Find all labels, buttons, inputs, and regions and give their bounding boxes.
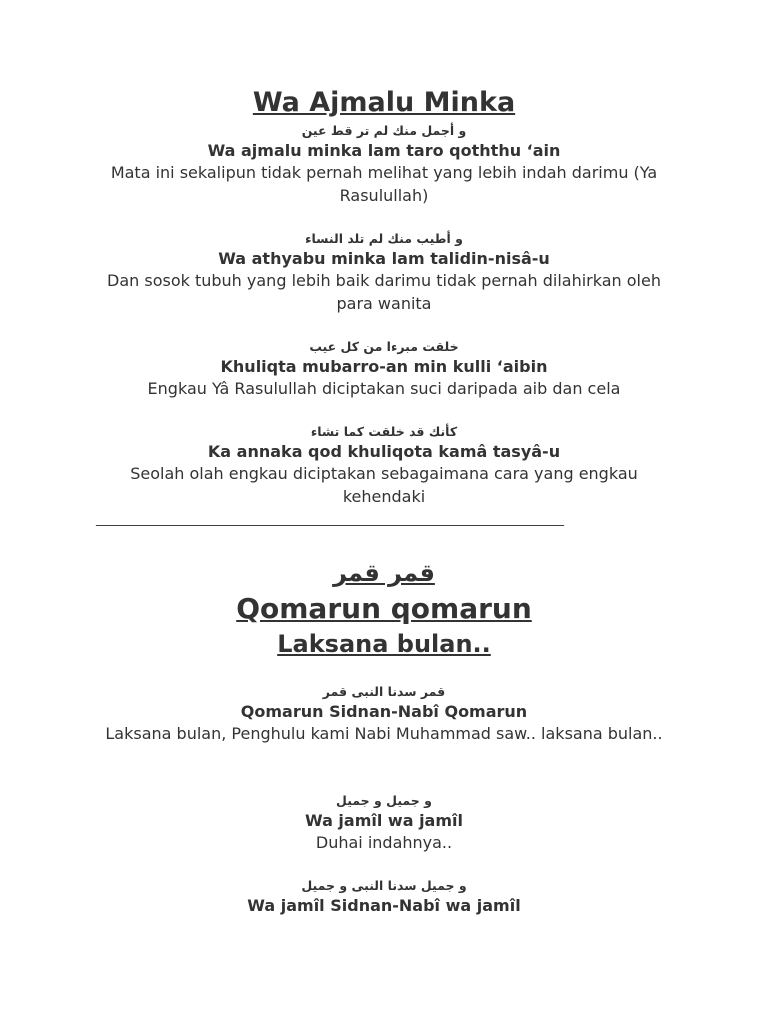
arabic-line: و جميل سدنا النبى و جميل [301,878,467,893]
arabic-line: و أجمل منك لم تر قط عين [301,123,467,138]
translation-line: Dan sosok tubuh yang lebih baik darimu tidak pernah dilahirkan oleh para wanita [107,271,661,313]
transliteration-line: Wa ajmalu minka lam taro qoththu ‘ain [207,141,561,160]
translation-line: Mata ini sekalipun tidak pernah melihat yang lebih indah darimu (Ya Rasulullah) [110,163,658,205]
verse-block [90,792,678,854]
transliteration-line: Wa jamîl wa jamîl [304,811,463,830]
transliteration-line: Qomarun Sidnan-Nabî Qomarun [240,702,528,721]
transliteration-line: Khuliqta mubarro-an min kulli ‘aibin [220,357,548,376]
verse-block [90,877,678,916]
arabic-line: خلقت مبرءا من كل عيب [309,339,459,354]
verse-block [90,683,678,745]
translation-line: Seolah olah engkau diciptakan sebagaimana cara yang engkau kehendaki [130,464,638,506]
verse-block [90,122,678,207]
transliteration-line: Ka annaka qod khuliqota kamâ tasyâ-u [207,442,561,461]
arabic-line: كأنك قد خلقت كما تشاء [310,424,458,439]
arabic-line: قمر سدنا النبى قمر [322,684,446,699]
translation-line: Duhai indahnya.. [315,833,453,852]
verse-block [90,338,678,400]
section-divider: ________________________________________________________________________ [96,512,564,527]
section-title: Wa Ajmalu Minka [252,87,516,118]
section-title: Qomarun qomarun [236,592,532,625]
transliteration-line: Wa jamîl Sidnan-Nabî wa jamîl [247,896,521,915]
arabic-line: و أطيب منك لم تلد النساء [305,231,463,246]
section-subtitle: Laksana bulan.. [277,630,491,658]
verse-block [90,423,678,508]
arabic-section-title: قمر قمر [333,559,435,587]
transliteration-line: Wa athyabu minka lam talidin-nisâ-u [218,249,550,268]
arabic-line: و جميل و جميل [336,793,432,808]
verse-block [90,230,678,315]
translation-line: Engkau Yâ Rasulullah diciptakan suci daripada aib dan cela [147,379,621,398]
translation-line: Laksana bulan, Penghulu kami Nabi Muhammad saw.. laksana bulan.. [105,724,663,743]
